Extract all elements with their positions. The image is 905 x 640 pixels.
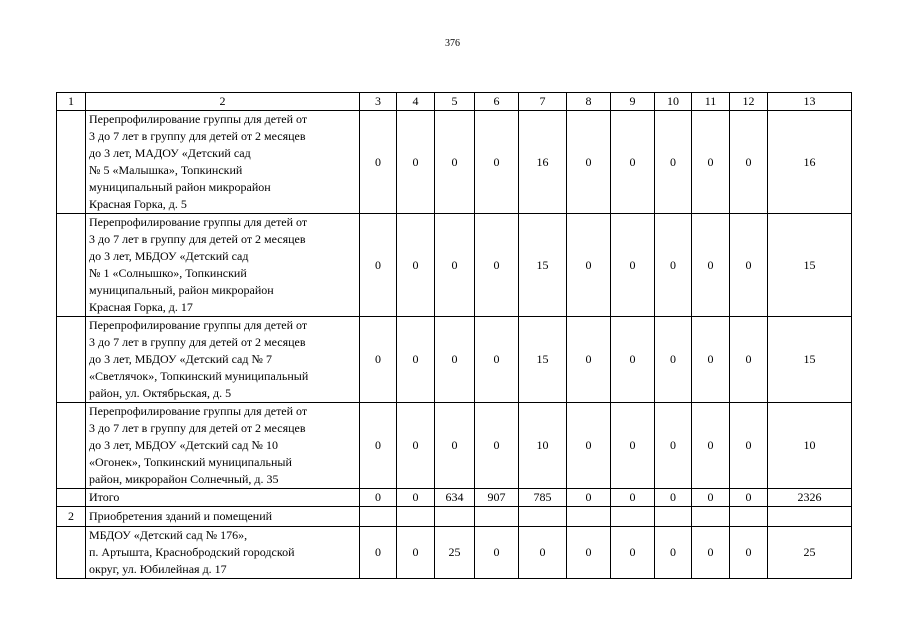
section-number: 2 <box>57 507 86 527</box>
description-line: муниципальный, район микрорайон <box>89 283 274 297</box>
header-cell: 8 <box>567 93 611 111</box>
row-number-cell <box>57 317 86 403</box>
description-cell <box>86 111 360 214</box>
value-cell: 0 <box>692 317 730 403</box>
table-row <box>57 403 852 489</box>
empty-cell <box>692 507 730 527</box>
value-cell: 25 <box>435 527 475 579</box>
header-cell: 5 <box>435 93 475 111</box>
header-cell: 12 <box>730 93 768 111</box>
description-cell <box>86 317 360 403</box>
total-value-cell: 907 <box>475 489 519 507</box>
description-line: до 3 лет, МАДОУ «Детский сад <box>89 146 251 160</box>
value-cell: 0 <box>360 214 397 317</box>
value-cell: 0 <box>475 111 519 214</box>
header-cell: 10 <box>655 93 692 111</box>
header-cell: 4 <box>397 93 435 111</box>
value-cell: 0 <box>567 403 611 489</box>
value-cell: 0 <box>435 317 475 403</box>
value-cell: 0 <box>730 317 768 403</box>
value-cell: 0 <box>397 214 435 317</box>
total-row <box>57 489 852 507</box>
row-number-cell <box>57 111 86 214</box>
description-line: Перепрофилирование группы для детей от <box>89 318 308 332</box>
value-cell: 0 <box>655 317 692 403</box>
value-cell: 0 <box>692 527 730 579</box>
total-value-cell: 0 <box>730 489 768 507</box>
value-cell: 15 <box>768 317 852 403</box>
value-cell: 0 <box>655 527 692 579</box>
value-cell: 0 <box>397 527 435 579</box>
description-line: муниципальный район микрорайон <box>89 180 271 194</box>
header-cell: 1 <box>57 93 86 111</box>
description-line: округ, ул. Юбилейная д. 17 <box>89 562 227 576</box>
header-cell: 6 <box>475 93 519 111</box>
description-cell <box>86 403 360 489</box>
header-cell: 11 <box>692 93 730 111</box>
value-cell: 0 <box>519 527 567 579</box>
empty-cell <box>768 507 852 527</box>
empty-cell <box>360 507 397 527</box>
value-cell: 0 <box>435 111 475 214</box>
description-line: Перепрофилирование группы для детей от <box>89 404 308 418</box>
description-line: 3 до 7 лет в группу для детей от 2 месяцев <box>89 232 306 246</box>
total-label: Итого <box>86 489 360 507</box>
value-cell: 0 <box>611 317 655 403</box>
description-line: № 5 «Малышка», Топкинский <box>89 163 243 177</box>
empty-cell <box>730 507 768 527</box>
header-cell: 3 <box>360 93 397 111</box>
empty-cell <box>611 507 655 527</box>
table-row <box>57 214 852 317</box>
value-cell: 16 <box>768 111 852 214</box>
value-cell: 15 <box>519 317 567 403</box>
description-line: до 3 лет, МБДОУ «Детский сад № 10 <box>89 438 278 452</box>
value-cell: 0 <box>611 111 655 214</box>
total-value-cell: 0 <box>611 489 655 507</box>
value-cell: 0 <box>730 111 768 214</box>
value-cell: 0 <box>475 403 519 489</box>
value-cell: 0 <box>692 111 730 214</box>
row-number-cell <box>57 527 86 579</box>
table-row <box>57 111 852 214</box>
table-row <box>57 317 852 403</box>
total-value-cell: 0 <box>655 489 692 507</box>
description-line: Красная Горка, д. 17 <box>89 300 193 314</box>
description-line: «Светлячок», Топкинский муниципальный <box>89 369 309 383</box>
empty-cell <box>397 507 435 527</box>
header-cell: 9 <box>611 93 655 111</box>
row-number-cell <box>57 489 86 507</box>
total-value-cell: 0 <box>567 489 611 507</box>
value-cell: 0 <box>611 403 655 489</box>
value-cell: 25 <box>768 527 852 579</box>
value-cell: 0 <box>655 403 692 489</box>
row-number-cell <box>57 403 86 489</box>
value-cell: 15 <box>519 214 567 317</box>
description-line: до 3 лет, МБДОУ «Детский сад № 7 <box>89 352 272 366</box>
description-line: район, микрорайон Солнечный, д. 35 <box>89 472 279 486</box>
description-line: Перепрофилирование группы для детей от <box>89 112 308 126</box>
value-cell: 0 <box>397 403 435 489</box>
value-cell: 0 <box>692 214 730 317</box>
description-cell <box>86 214 360 317</box>
header-cell: 7 <box>519 93 567 111</box>
value-cell: 0 <box>360 111 397 214</box>
value-cell: 0 <box>397 111 435 214</box>
value-cell: 16 <box>519 111 567 214</box>
empty-cell <box>567 507 611 527</box>
value-cell: 0 <box>730 214 768 317</box>
description-cell <box>86 527 360 579</box>
table-row <box>57 527 852 579</box>
value-cell: 0 <box>655 111 692 214</box>
description-line: Красная Горка, д. 5 <box>89 197 187 211</box>
description-line: № 1 «Солнышко», Топкинский <box>89 266 247 280</box>
description-line: п. Артышта, Краснобродский городской <box>89 545 295 559</box>
value-cell: 0 <box>475 214 519 317</box>
value-cell: 0 <box>360 403 397 489</box>
value-cell: 0 <box>730 403 768 489</box>
row-number-cell <box>57 214 86 317</box>
value-cell: 0 <box>397 317 435 403</box>
value-cell: 0 <box>435 403 475 489</box>
description-line: 3 до 7 лет в группу для детей от 2 месяцев <box>89 129 306 143</box>
empty-cell <box>475 507 519 527</box>
value-cell: 0 <box>692 403 730 489</box>
value-cell: 10 <box>519 403 567 489</box>
value-cell: 0 <box>655 214 692 317</box>
section-row <box>57 507 852 527</box>
description-line: «Огонек», Топкинский муниципальный <box>89 455 292 469</box>
value-cell: 0 <box>360 317 397 403</box>
description-line: Перепрофилирование группы для детей от <box>89 215 308 229</box>
empty-cell <box>655 507 692 527</box>
data-table <box>56 92 852 579</box>
total-value-cell: 0 <box>360 489 397 507</box>
value-cell: 0 <box>611 527 655 579</box>
section-title: Приобретения зданий и помещений <box>86 507 360 527</box>
page-number: 376 <box>445 38 460 49</box>
value-cell: 0 <box>435 214 475 317</box>
total-value-cell: 634 <box>435 489 475 507</box>
value-cell: 10 <box>768 403 852 489</box>
value-cell: 0 <box>360 527 397 579</box>
total-value-cell: 0 <box>397 489 435 507</box>
description-line: 3 до 7 лет в группу для детей от 2 месяцев <box>89 335 306 349</box>
description-line: до 3 лет, МБДОУ «Детский сад <box>89 249 249 263</box>
empty-cell <box>519 507 567 527</box>
value-cell: 0 <box>475 527 519 579</box>
total-value-cell: 0 <box>692 489 730 507</box>
table-header-row <box>57 93 852 111</box>
empty-cell <box>435 507 475 527</box>
value-cell: 0 <box>567 527 611 579</box>
value-cell: 0 <box>730 527 768 579</box>
header-cell: 13 <box>768 93 852 111</box>
value-cell: 0 <box>567 214 611 317</box>
header-cell: 2 <box>86 93 360 111</box>
description-line: район, ул. Октябрьская, д. 5 <box>89 386 232 400</box>
description-line: МБДОУ «Детский сад № 176», <box>89 528 248 542</box>
total-value-cell: 2326 <box>768 489 852 507</box>
value-cell: 15 <box>768 214 852 317</box>
value-cell: 0 <box>475 317 519 403</box>
value-cell: 0 <box>567 317 611 403</box>
description-line: 3 до 7 лет в группу для детей от 2 месяцев <box>89 421 306 435</box>
value-cell: 0 <box>567 111 611 214</box>
total-value-cell: 785 <box>519 489 567 507</box>
value-cell: 0 <box>611 214 655 317</box>
